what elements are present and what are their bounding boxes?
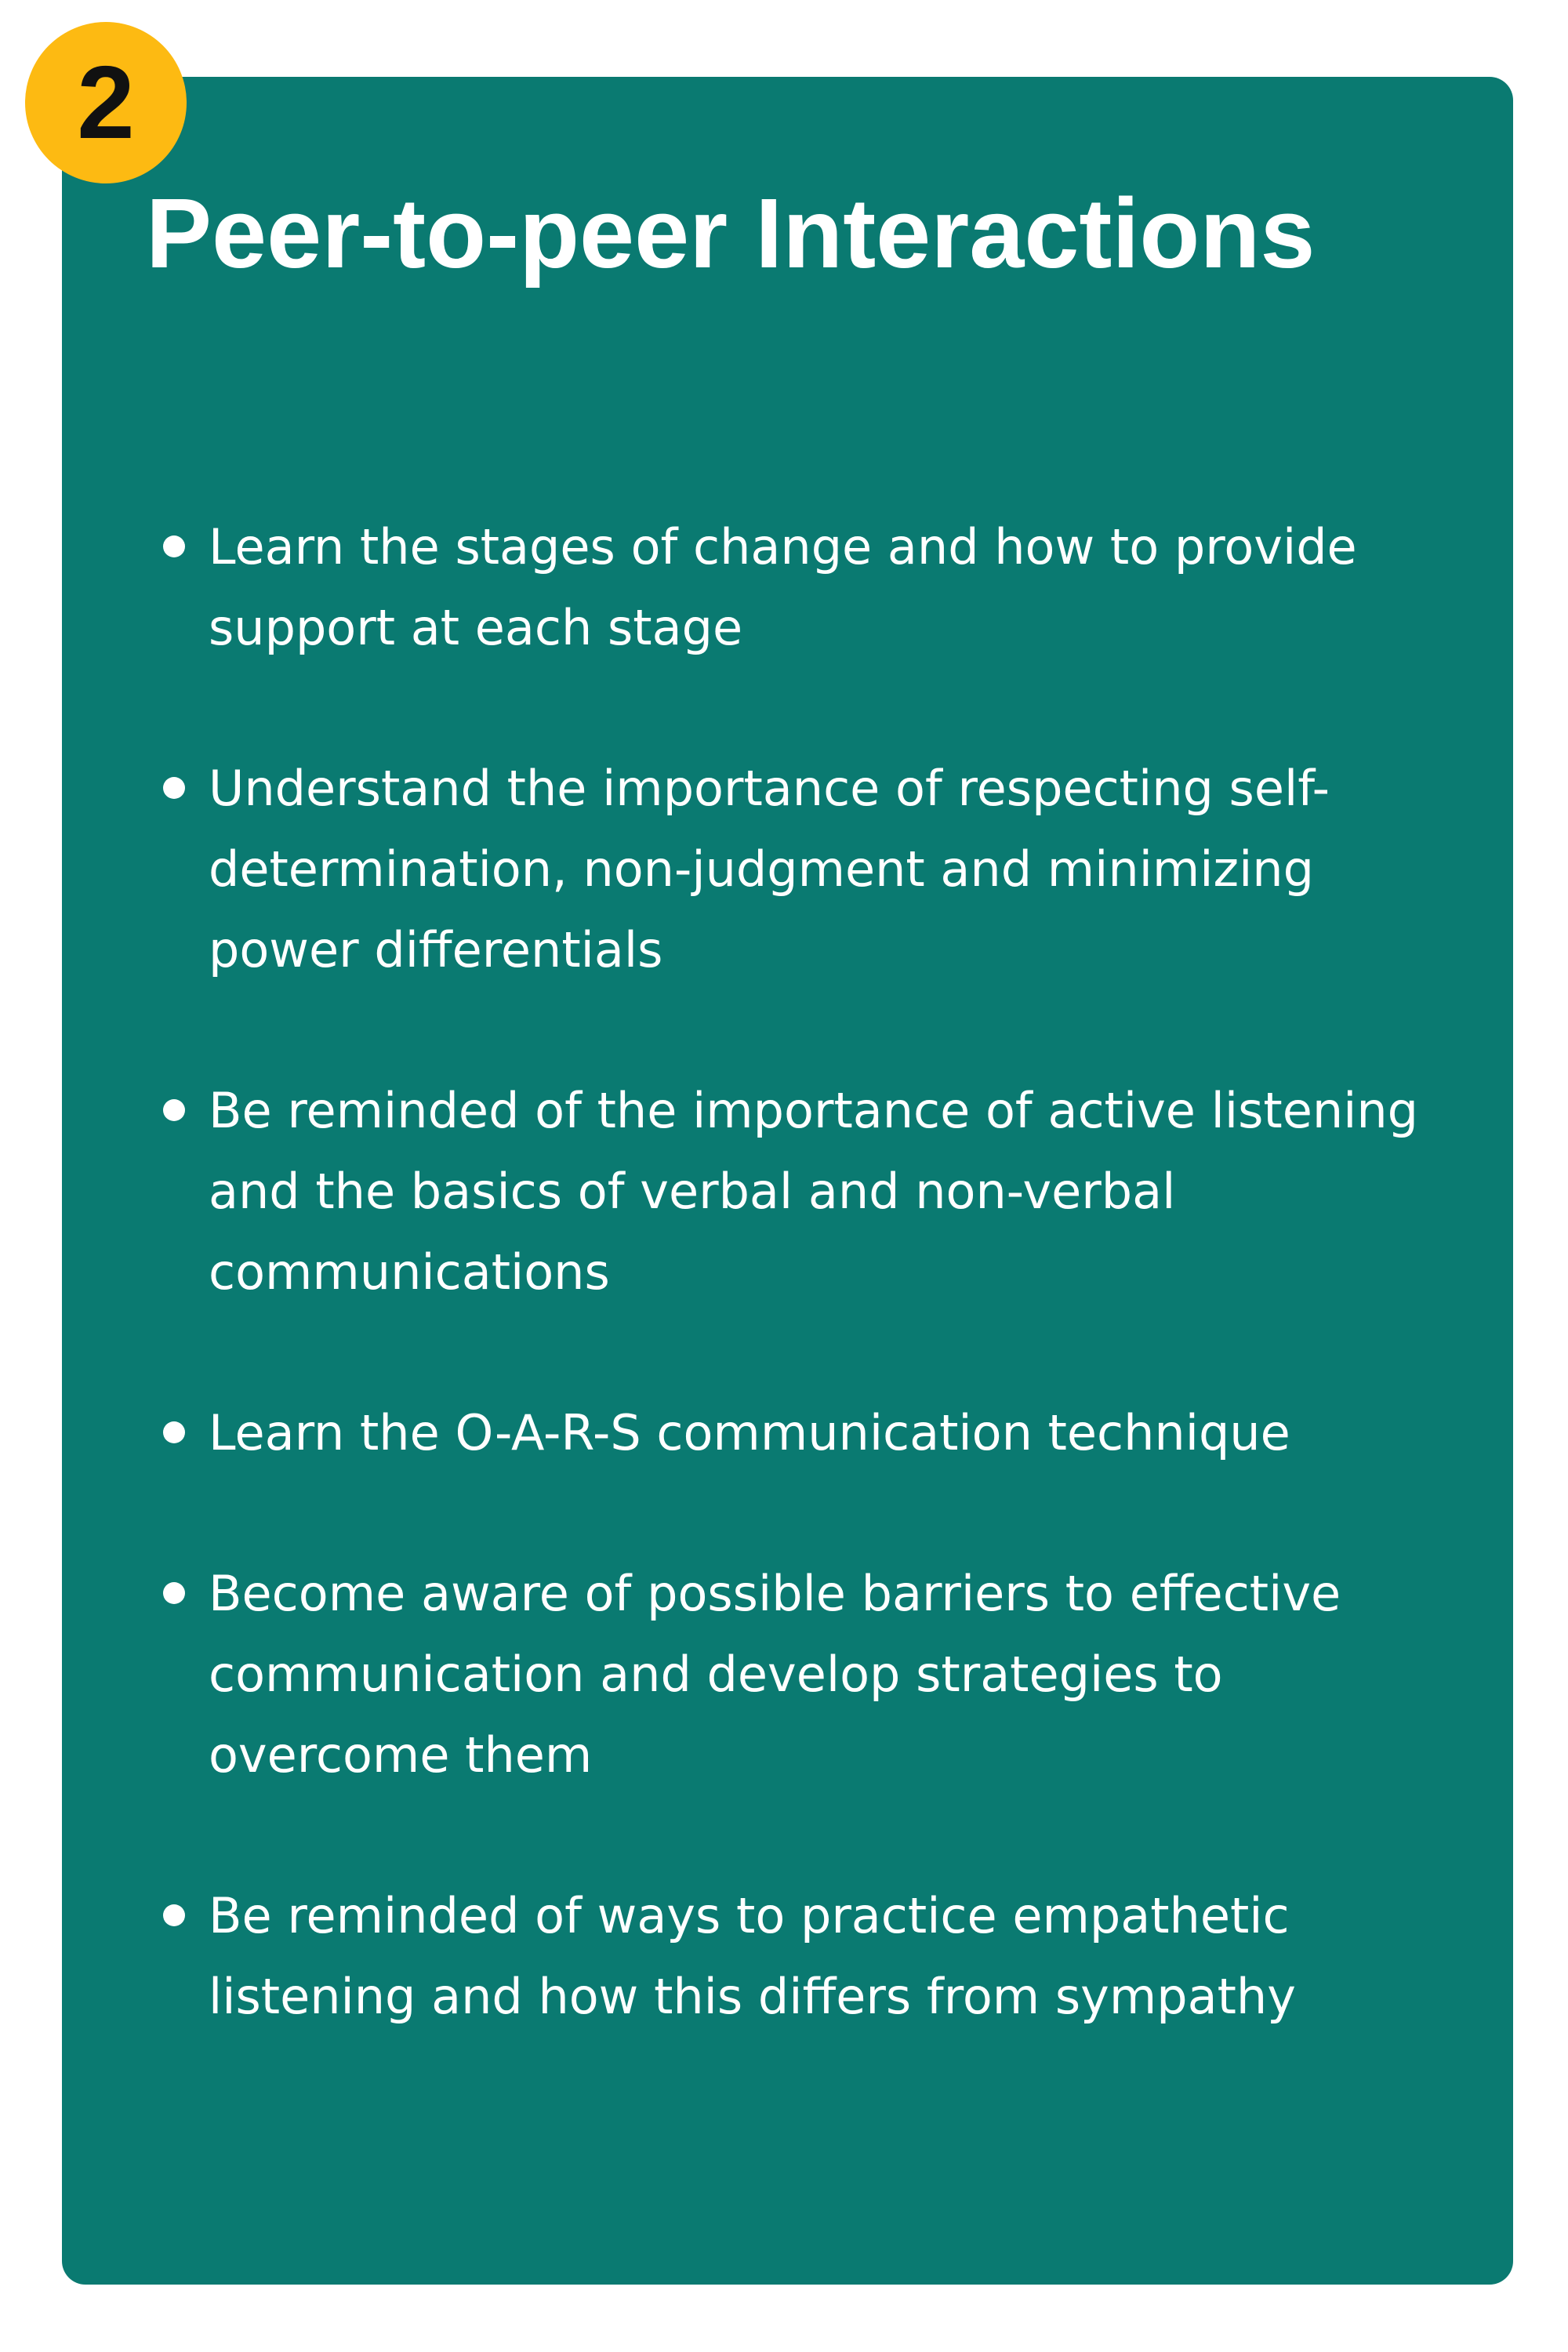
bullet-icon <box>163 777 185 799</box>
bullet-icon <box>163 1099 185 1121</box>
list-item <box>209 748 1479 990</box>
bullet-icon <box>163 535 185 557</box>
list-item-text: Become aware of possible barriers to effective communication and develop strategies to overcome them <box>209 1565 1341 1784</box>
list-item-text: Understand the importance of respecting self-determination, non-judgment and minimizing power differentials <box>209 760 1330 978</box>
list-item <box>209 1553 1479 1795</box>
bullet-list <box>209 506 1479 2117</box>
list-item <box>209 506 1479 668</box>
list-item <box>209 1070 1479 1312</box>
list-item-text: Learn the O-A-R-S communication technique <box>209 1404 1290 1461</box>
list-item-text: Be reminded of the importance of active listening and the basics of verbal and non-verbal communications <box>209 1082 1419 1301</box>
list-item-text: Learn the stages of change and how to provide support at each stage <box>209 518 1357 656</box>
bullet-icon <box>163 1582 185 1604</box>
section-number-badge <box>25 22 187 183</box>
list-item-text: Be reminded of ways to practice empathetic listening and how this differs from sympathy <box>209 1887 1296 2025</box>
page-title: Peer-to-peer Interactions <box>146 178 1316 289</box>
section-number: 2 <box>77 45 135 160</box>
list-item <box>209 1392 1479 1473</box>
bullet-icon <box>163 1421 185 1443</box>
bullet-icon <box>163 1904 185 1926</box>
list-item <box>209 1875 1479 2037</box>
